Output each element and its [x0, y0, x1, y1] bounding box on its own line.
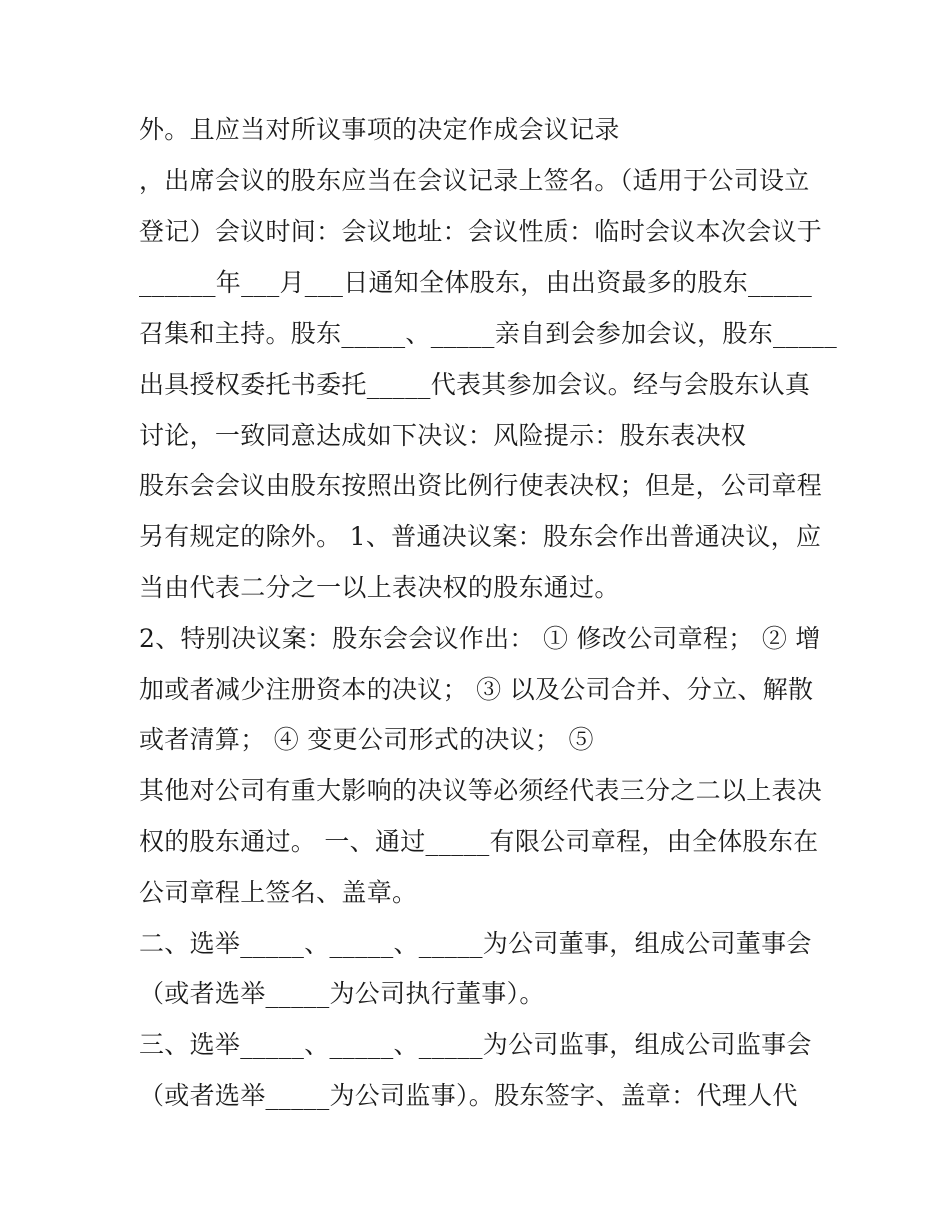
text-line: 2、特别决议案：股东会会议作出： ① 修改公司章程； ② 增: [139, 624, 821, 653]
text-line: （或者选举_____为公司监事）。股东签字、盖章：代理人代: [139, 1081, 798, 1110]
text-line: 召集和主持。股东_____、_____亲自到会参加会议，股东_____: [139, 319, 838, 348]
text-line: 或者清算； ④ 变更公司形式的决议； ⑤: [139, 725, 594, 754]
text-line: 当由代表二分之一以上表决权的股东通过。: [139, 573, 620, 602]
text-line: 权的股东通过。 一、通过_____有限公司章程，由全体股东在: [139, 827, 819, 856]
text-line: 三、选举_____、_____、_____为公司监事，组成公司监事会: [139, 1030, 812, 1059]
text-line: 加或者减少注册资本的决议； ③ 以及公司合并、分立、解散: [139, 675, 814, 704]
text-line: 外。且应当对所议事项的决定作成会议记录: [139, 115, 620, 144]
text-line: 另有规定的除外。 1、普通决议案：股东会作出普通决议，应: [139, 522, 822, 551]
text-line: 出具授权委托书委托_____代表其参加会议。经与会股东认真: [139, 370, 811, 399]
text-line: （或者选举_____为公司执行董事）。: [139, 979, 545, 1008]
text-line: 公司章程上签名、盖章。: [139, 878, 418, 907]
text-line: 登记）会议时间：会议地址：会议性质：临时会议本次会议于: [139, 217, 823, 246]
text-line: 其他对公司有重大影响的决议等必须经代表三分之二以上表决: [139, 776, 823, 805]
text-line: ，出席会议的股东应当在会议记录上签名。（适用于公司设立: [139, 166, 810, 195]
text-line: 二、选举_____、_____、_____为公司董事，组成公司董事会: [139, 929, 812, 958]
text-line: 讨论，一致同意达成如下决议：风险提示：股东表决权: [139, 421, 747, 450]
text-line: ______年___月___日通知全体股东，由出资最多的股东_____: [139, 268, 813, 297]
text-line: 股东会会议由股东按照出资比例行使表决权；但是，公司章程: [139, 471, 823, 500]
